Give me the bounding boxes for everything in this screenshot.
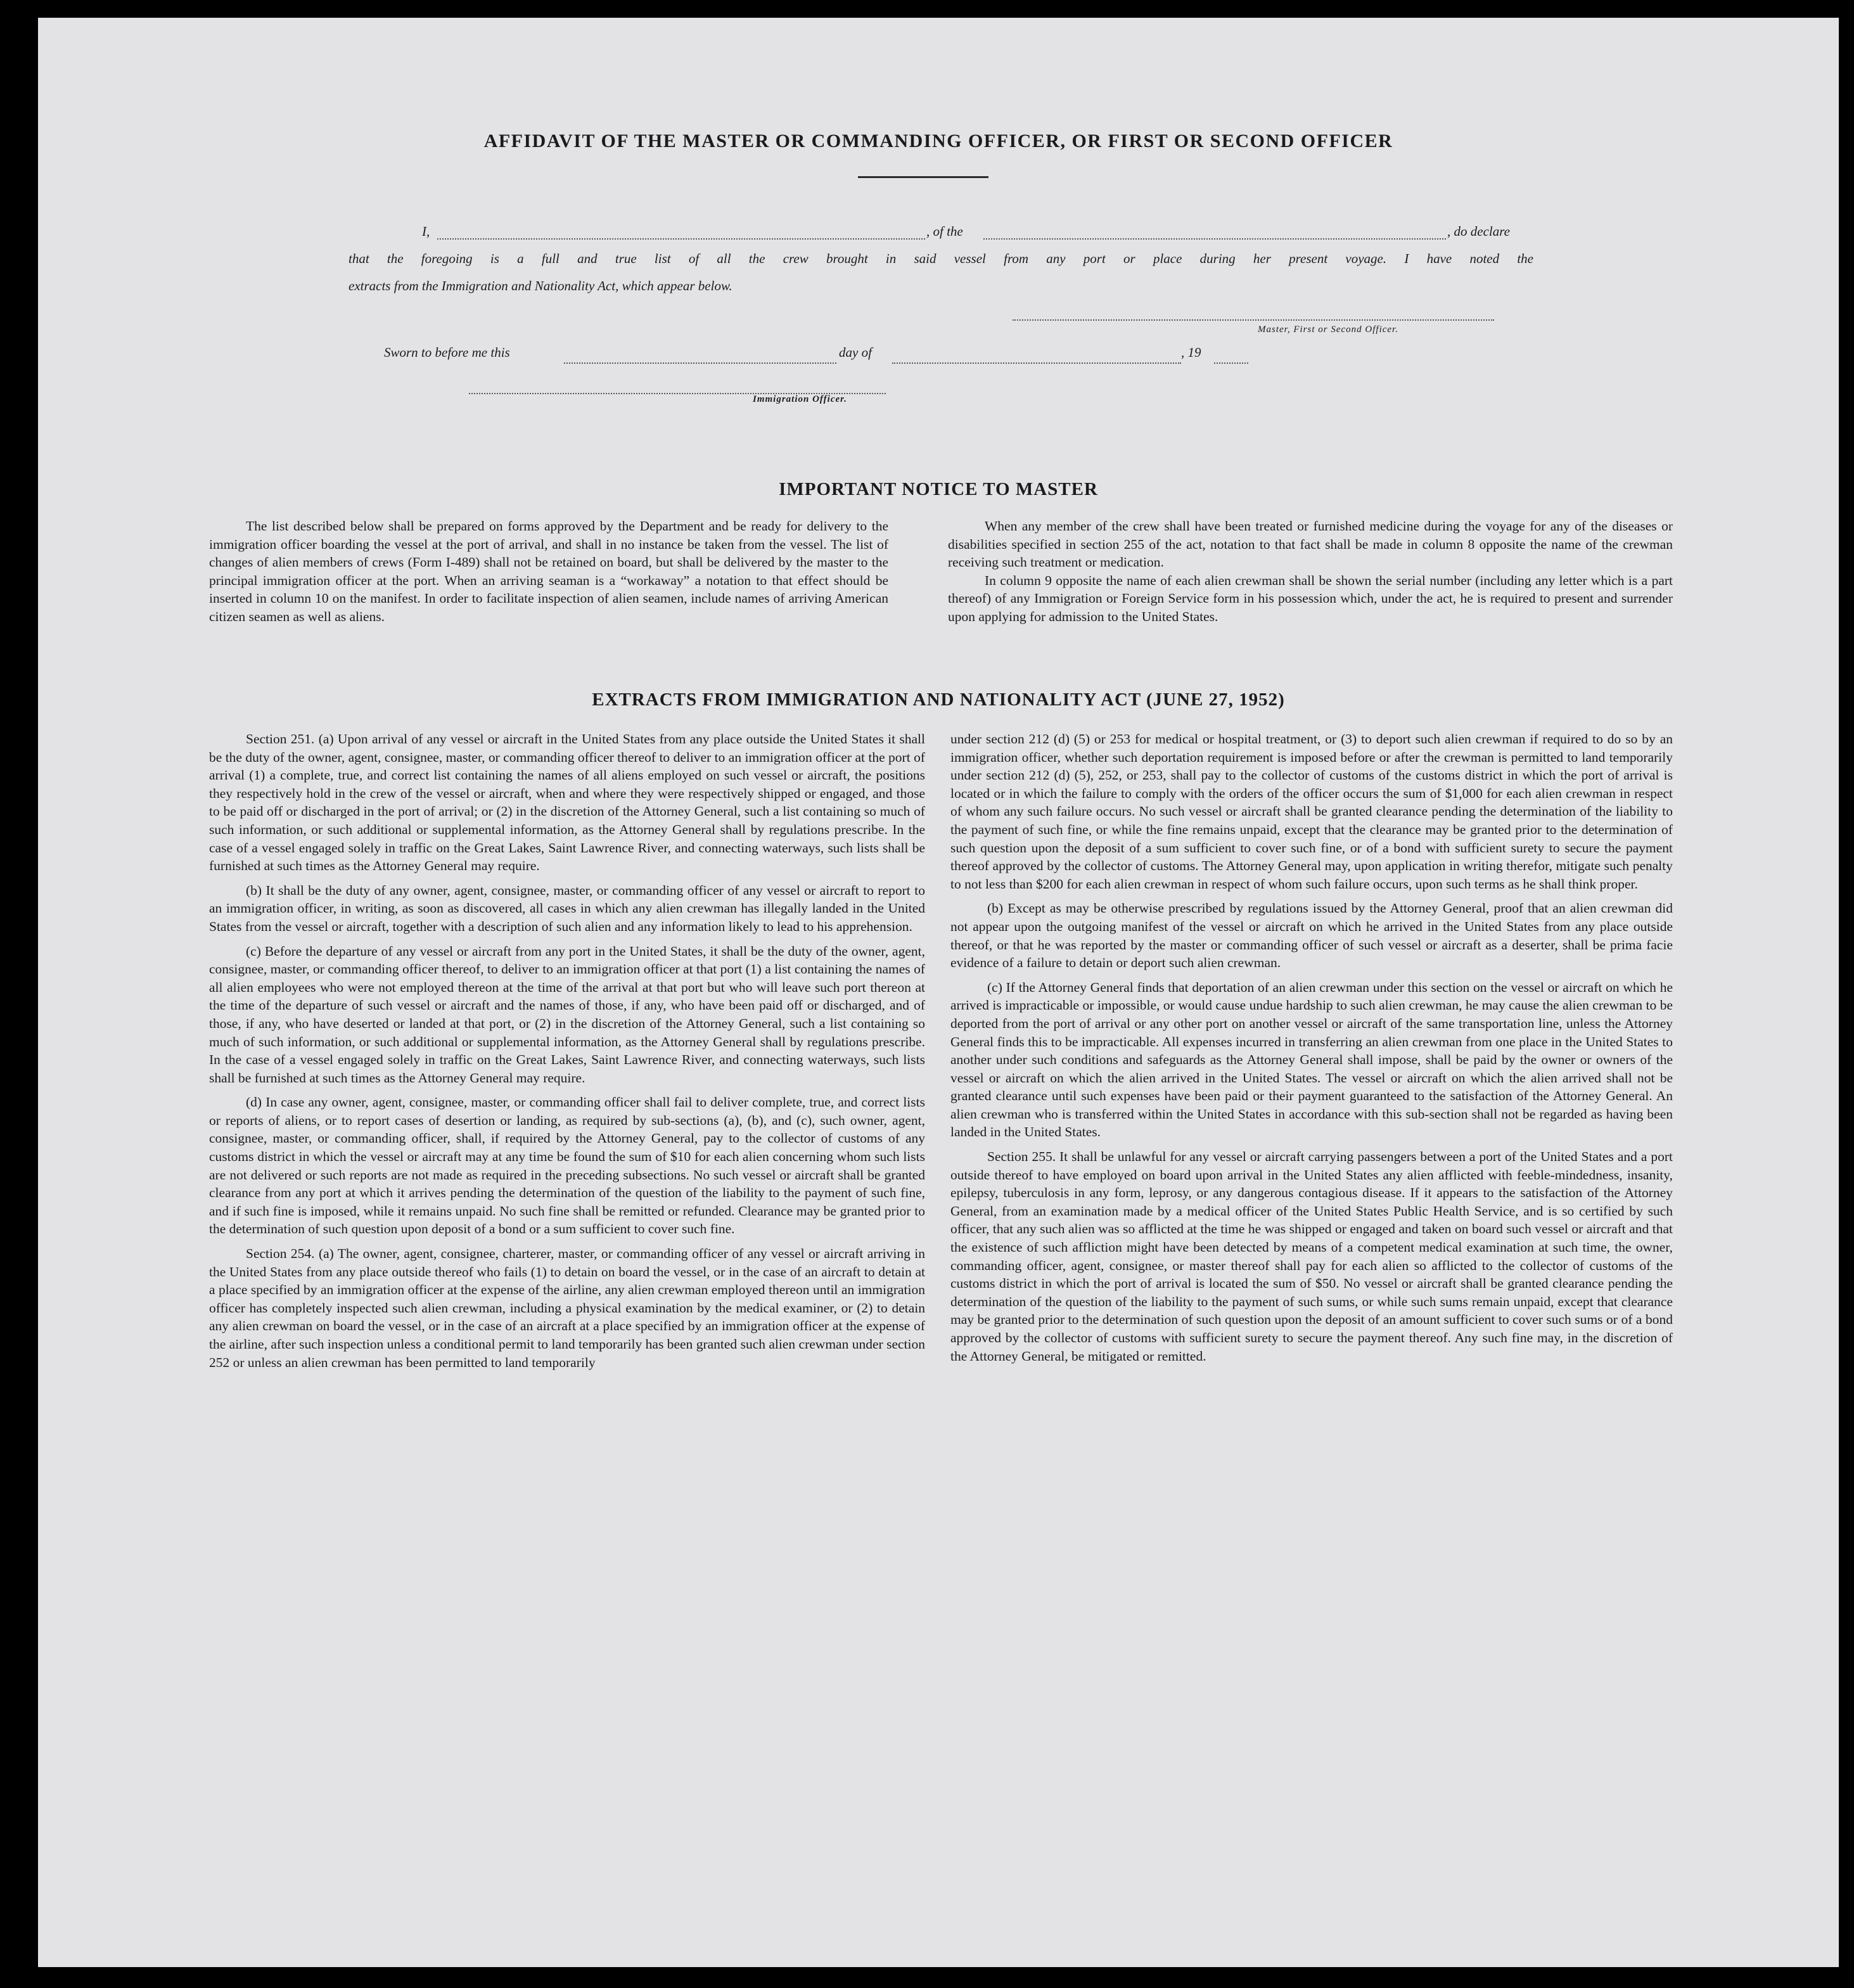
- section-254-c: (c) If the Attorney General finds that deportation of an alien crewman under this section on the vessel or aircraft on which he arrived is impracticable or impossible, or would cause undue hardship to such alien crewman, he may cause the alien crewman to be deported from the port of arrival or any other port on another vessel or aircraft of the same transportation line, unless the Attorney General finds this to be impracticable. All expenses incurred in transferring an alien crewman from one place in the United States to another under such conditions and safeguards as the Attorney General shall impose, shall be paid by the owner or owners of the vessel or aircraft on which the alien arrived in the United States. The vessel or aircraft on which the alien arrived shall not be granted clearance until such expenses have been paid or their payment guaranteed to the satisfaction of the Attorney General. An alien crewman who is transferred within the United States in accordance with this sub-section shall not be regarded as having been landed in the United States.: [950, 979, 1673, 1140]
- day-of-label: day of: [839, 345, 872, 360]
- notice-right-column: [948, 517, 1673, 626]
- extracts-right-column: [950, 730, 1673, 1371]
- section-251-a: Section 251. (a) Upon arrival of any vessel or aircraft in the United States from any place outside the United States it shall be the duty of the owner, agent, consignee, master, or commanding officer thereof to deliver to an immigration officer at the port of arrival (1) a complete, true, and correct list containing the names of all aliens employed on such vessel or aircraft, the positions they respectively hold in the crew of the vessel or aircraft, when and where they were respectively shipped or engaged, and those to be paid off or discharged in the port of arrival; or (2) in the discretion of the Attorney General, such a list containing so much of such information, or such additional or supplemental information, as the Attorney General shall by regulations prescribe. In the case of a vessel engaged solely in traffic on the Great Lakes, Saint Lawrence River, and connecting waterways, such lists shall be furnished at such times as the Attorney General may require.: [209, 731, 925, 874]
- affidavit-declaration: [348, 218, 1533, 300]
- do-declare-label: , do declare: [1447, 224, 1510, 239]
- notice-title: IMPORTANT NOTICE TO MASTER: [779, 479, 1098, 499]
- sworn-day-blank[interactable]: [564, 362, 836, 364]
- declaration-line-1: [348, 218, 1533, 245]
- notice-left-column: [209, 517, 888, 626]
- sworn-label: Sworn to before me this: [384, 345, 510, 360]
- immigration-officer-caption: Immigration Officer.: [753, 394, 847, 404]
- extracts-title: EXTRACTS FROM IMMIGRATION AND NATIONALITY ACT (JUNE 27, 1952): [592, 689, 1285, 710]
- officer-signature-line[interactable]: [1013, 319, 1494, 321]
- document-page: [38, 18, 1839, 1967]
- notice-right-paragraph-1: When any member of the crew shall have been treated or furnished medicine during the voyage for any of the diseases or disabilities specified in section 255 of the act, notation to that fact shall be made in column 8 opposite the name of the crewman receiving such treatment or medication.: [948, 518, 1673, 570]
- officer-caption: Master, First or Second Officer.: [1258, 324, 1398, 335]
- notice-left-paragraph: The list described below shall be prepared on forms approved by the Department and be ready for delivery to the immigration officer boarding the vessel at the port of arrival, and shall in no instance be taken from the vessel. The list of changes of alien members of crews (Form I-489) shall not be retained on board, but shall be delivered by the master to the principal immigration officer at the port. When an arriving seaman is a “workaway” a notation to that effect should be inserted in column 10 on the manifest. In order to facilitate inspection of alien seamen, include names of arriving American citizen seamen as well as aliens.: [209, 518, 888, 624]
- affidavit-title: AFFIDAVIT OF THE MASTER OR COMMANDING OFFICER, OR FIRST OR SECOND OFFICER: [483, 131, 1393, 151]
- declaration-line-3: extracts from the Immigration and Nationality Act, which appear below.: [348, 278, 732, 293]
- i-label: I,: [422, 224, 430, 239]
- year-blank[interactable]: [1214, 362, 1248, 364]
- section-254-a-continued: under section 212 (d) (5) or 253 for medical or hospital treatment, or (3) to deport such alien crewman if required to do so by an immigration officer, whether such deportation requirement is imposed before or after the crewman is permitted to land temporarily under section 212 (d) (5), 252, or 253, shall pay to the collector of customs of the customs district in which the port of arrival is located or in which the failure to comply with the orders of the officer occurs the sum of $1,000 for each alien crewman in respect of whom any such failure occurs. No such vessel or aircraft shall be granted clearance pending the determination of the liability to the payment of such fine, or while the fine remains unpaid, except that the clearance may be granted prior to the determination of such question upon the deposit of a sum sufficient to cover such fine, or of a bond with sufficient surety to secure the payment thereof approved by the collector of customs. The Attorney General may, upon application in writing therefor, mitigate such penalty to not less than $200 for each alien crewman in respect of whom such failure occurs, upon such terms as he shall think proper.: [950, 731, 1673, 892]
- notice-right-paragraph-2: In column 9 opposite the name of each alien crewman shall be shown the serial number (including any letter which is a part thereof) of any Immigration or Foreign Service form in his possession which, under the act, he is required to present and surrender upon applying for admission to the United States.: [948, 572, 1673, 624]
- section-251-d: (d) In case any owner, agent, consignee, master, or commanding officer shall fail to deliver complete, true, and correct lists or reports of aliens, or to report cases of desertion or landing, as required by sub-sections (a), (b), and (c), such owner, agent, consignee, master, or commanding officer, shall, if required by the Attorney General, pay to the collector of customs of any customs district in which the vessel or aircraft may at any time be found the sum of $10 for each alien concerning whom such lists are not delivered or such reports are not made as required in the preceding subsections. No such vessel or aircraft shall be granted clearance from any port at which it arrives pending the determination of the question of the liability to the payment of such fine, and if such fine is imposed, while it remains unpaid. No such fine shall be remitted or refunded. Clearance may be granted prior to the determination of such question upon deposit of a bond or a sum sufficient to cover such fine.: [209, 1094, 925, 1237]
- section-254-a: Section 254. (a) The owner, agent, consignee, charterer, master, or commanding officer of any vessel or aircraft arriving in the United States from any place outside thereof who fails (1) to detain on board the vessel, or in the case of an aircraft to detain at a place specified by an immigration officer at the expense of the airline, any alien crewman employed thereon until an immigration officer has completely inspected such alien crewman, including a physical examination by the medical examiner, or (2) to detain any alien crewman on board the vessel, or in the case of an aircraft at a place specified by an immigration officer at the expense of the airline, after such inspection unless a conditional permit to land temporarily has been granted such alien crewman under section 252 or unless an alien crewman has been permitted to land temporarily: [209, 1246, 925, 1370]
- section-251-b: (b) It shall be the duty of any owner, agent, consignee, master, or commanding officer of any vessel or aircraft to report to an immigration officer, in writing, as soon as discovered, all cases in which any alien crewman has illegally landed in the United States from the vessel or aircraft, together with a description of such alien and any information likely to lead to his apprehension.: [209, 882, 925, 934]
- section-254-b: (b) Except as may be otherwise prescribed by regulations issued by the Attorney General, proof that an alien crewman did not appear upon the outgoing manifest of the vessel or aircraft on which he arrived in the United States from any place outside thereof, or that he was reported by the master or commanding officer of such vessel or aircraft as a deserter, shall be prima facie evidence of a failure to detain or deport such alien crewman.: [950, 901, 1673, 971]
- name-blank[interactable]: [437, 238, 925, 240]
- year-label: , 19: [1181, 345, 1201, 360]
- of-the-label: , of the: [926, 224, 963, 239]
- section-255: Section 255. It shall be unlawful for any vessel or aircraft carrying passengers between a port of the United States and a port outside thereof to have employed on board upon arrival in the United States any alien afflicted with feeble-mindedness, insanity, epilepsy, tuberculosis in any form, leprosy, or any dangerous contagious disease. If it appears to the satisfaction of the Attorney General, from an examination made by a medical officer of the United States Public Health Service, and is so certified by such officer, that any such alien was so afflicted at the time he was shipped or engaged and taken on board such vessel or aircraft and that the existence of such affliction might have been detected by means of a competent medical examination at such time, the owner, commanding officer, agent, consignee, or master thereof shall pay for each alien so afflicted to the collector of customs of the customs district in which the port of arrival is located the sum of $50. No vessel or aircraft shall be granted clearance pending the determination of the question of the liability to the payment of such sums, or while such sums remain unpaid, except that clearance may be granted prior to the determination of such question upon the deposit of an amount sufficient to cover such sums or of a bond approved by the collector of customs with sufficient surety to secure the payment thereof. Any such fine may, in the discretion of the Attorney General, be mitigated or remitted.: [950, 1149, 1673, 1364]
- declaration-line-2: that the foregoing is a full and true list of all the crew brought in said vessel from any port or place during her present voyage. I have noted the: [348, 251, 1533, 266]
- title-underline: [858, 176, 988, 178]
- sworn-month-blank[interactable]: [892, 362, 1181, 364]
- section-251-c: (c) Before the departure of any vessel or aircraft from any port in the United States, it shall be the duty of the owner, agent, consignee, master, or commanding officer thereof, to deliver to an immigration officer at that port (1) a list containing the names of all alien employees who were not employed thereon at the time of the arrival at that port but who will leave such port thereon at the time of the departure of such vessel or aircraft and the names of those, if any, who have been paid off or discharged, and of those, if any, who have deserted or landed at that port, or (2) in the discretion of the Attorney General, such a list containing so much of such information, or such additional or supplemental information, as the Attorney General shall by regulations prescribe. In the case of a vessel engaged solely in traffic on the Great Lakes, Saint Lawrence River, and connecting waterways, such lists shall be furnished at such times as the Attorney General may require.: [209, 943, 925, 1086]
- vessel-blank[interactable]: [983, 238, 1446, 240]
- extracts-left-column: [209, 730, 925, 1378]
